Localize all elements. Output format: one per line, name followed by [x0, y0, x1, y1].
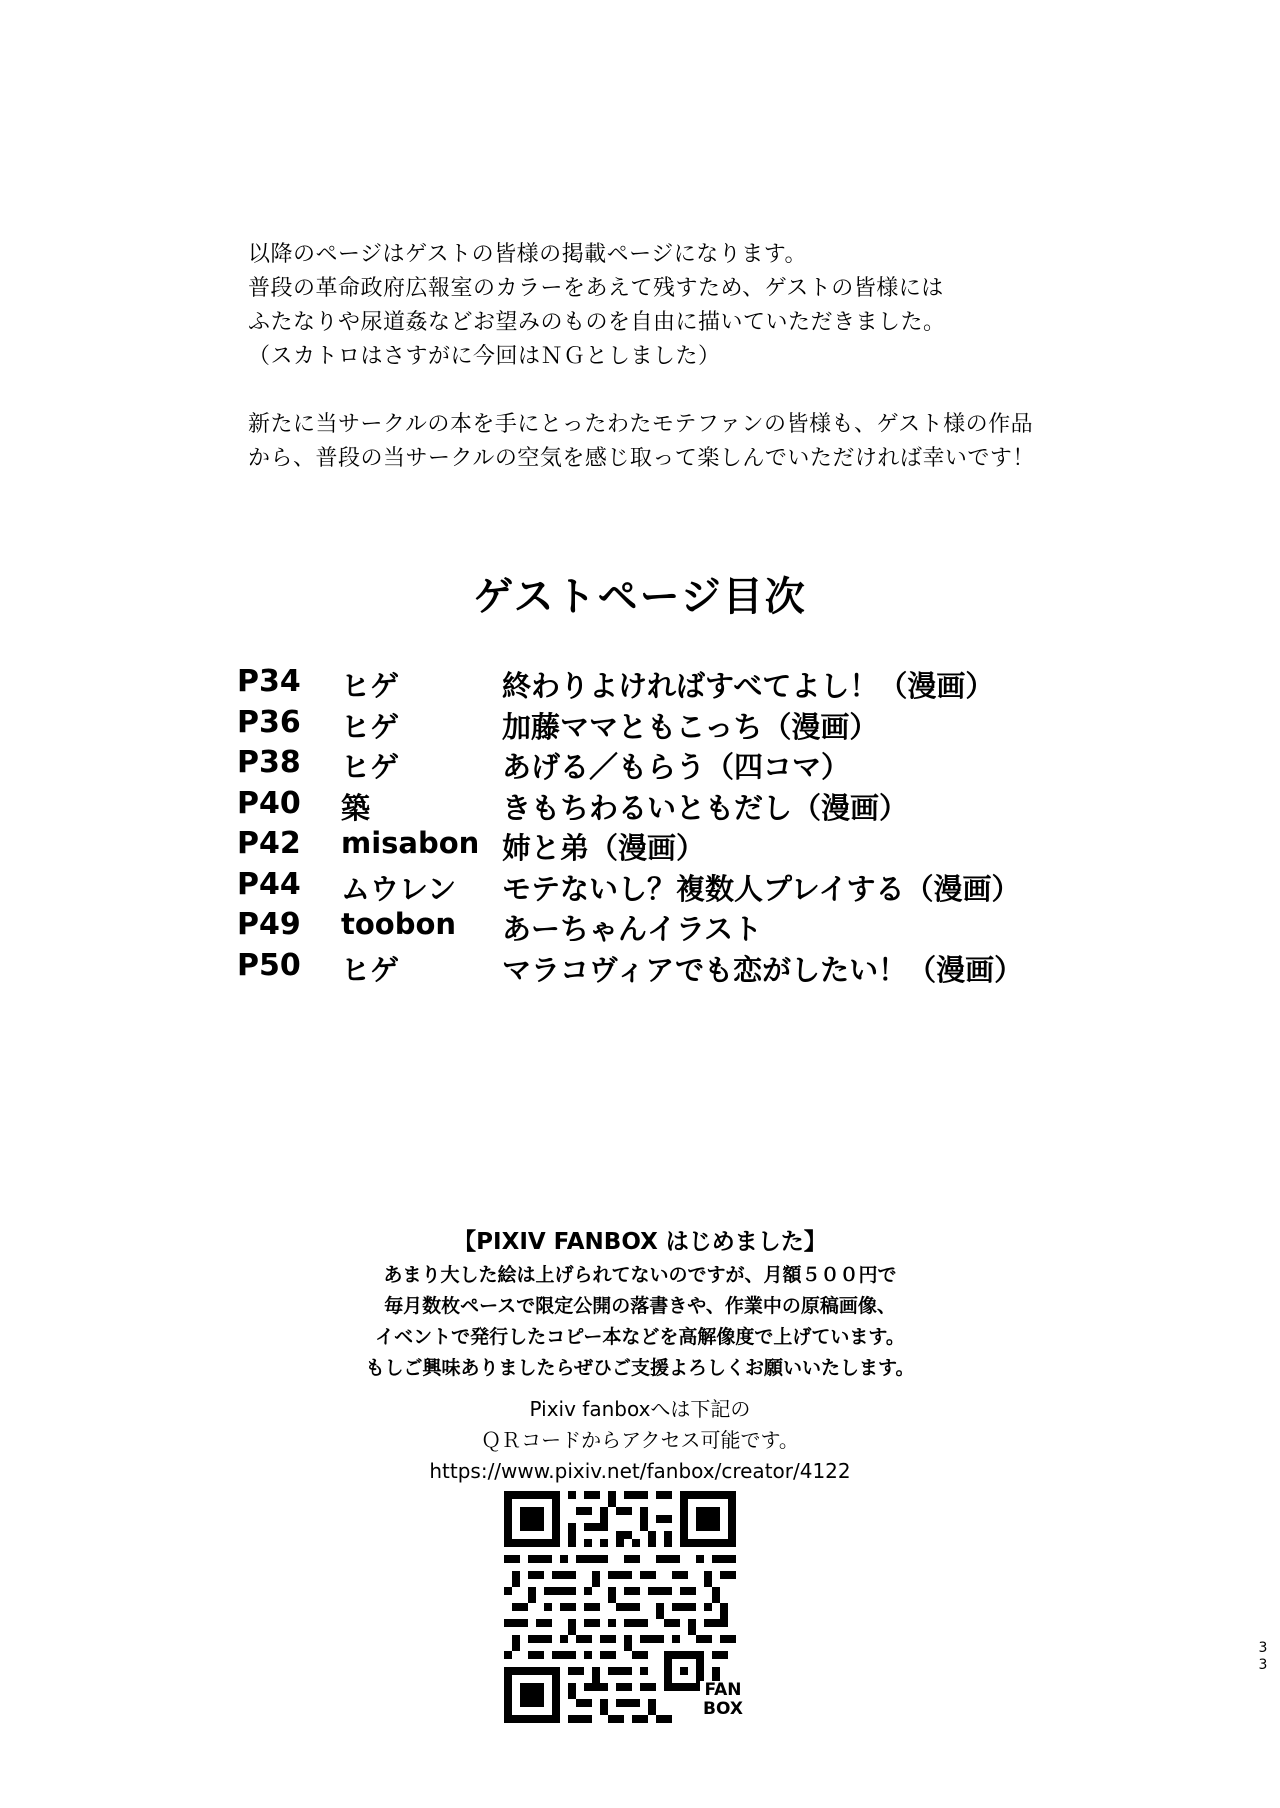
- toc-page-number: P42: [237, 826, 301, 861]
- toc-page-number: P36: [237, 704, 301, 740]
- fanbox-logo-line: FAN: [704, 1680, 742, 1700]
- toc-list: [237, 664, 1137, 988]
- fanbox-access-info: [0, 1394, 1280, 1487]
- toc-page-number: P44: [237, 866, 301, 902]
- intro-line: から、普段の当サークルの空気を感じ取って楽しんでいただければ幸いです！: [248, 446, 1035, 471]
- toc-work-title: 姉と弟（漫画）: [502, 831, 706, 865]
- toc-author: ヒゲ: [341, 709, 400, 744]
- toc-title: ゲストページ目次: [473, 574, 807, 620]
- toc-work-title: 終わりよければすべてよし！（漫画）: [502, 669, 995, 703]
- intro-line: 新たに当サークルの本を手にとったわたモテファンの皆様も、ゲスト様の作品: [248, 412, 1034, 437]
- fanbox-logo: [700, 1681, 746, 1719]
- fanbox-line: あまり大した絵は上げられてないのですが、月額５００円で: [383, 1264, 897, 1286]
- toc-entry: [237, 948, 1137, 989]
- toc-page-number: P40: [237, 785, 301, 821]
- toc-page-number: P50: [237, 947, 301, 983]
- fanbox-description: [0, 1260, 1280, 1384]
- fanbox-logo-line: BOX: [703, 1699, 743, 1719]
- fanbox-line: イベントで発行したコピー本などを高解像度で上げています。: [375, 1326, 905, 1348]
- toc-entry: [237, 786, 1137, 827]
- intro-line: ふたなりや尿道姦などお望みのものを自由に描いていただきました。: [248, 310, 946, 335]
- toc-author: ヒゲ: [341, 669, 400, 703]
- toc-page-number: P49: [237, 907, 301, 942]
- paragraph-gap: [248, 374, 1148, 408]
- access-line: ＱＲコードからアクセス可能です。: [481, 1428, 799, 1452]
- page-number-digit: 3: [1258, 1657, 1268, 1673]
- access-line: Pixiv fanboxへは下記の: [529, 1397, 751, 1421]
- toc-entry: [237, 745, 1137, 786]
- toc-page-number: P38: [237, 745, 301, 780]
- fanbox-line: もしご興味ありましたらぜひご支援よろしくお願いいたします。: [365, 1357, 915, 1379]
- intro-line: （スカトロはさすがに今回はＮＧとしました）: [248, 344, 721, 369]
- toc-author: misabon: [341, 826, 480, 860]
- toc-work-title: あげる／もらう（四コマ）: [502, 750, 851, 784]
- page-number-digit: 3: [1258, 1640, 1268, 1656]
- toc-entry: [237, 907, 1137, 948]
- toc-page-number: P34: [237, 664, 301, 699]
- toc-work-title: きもちわるいともだし（漫画）: [502, 790, 909, 825]
- toc-author: ヒゲ: [341, 952, 400, 987]
- toc-work-title: モテないし？複数人プレイする（漫画）: [502, 871, 1021, 906]
- toc-work-title: 加藤ママともこっち（漫画）: [502, 709, 879, 744]
- toc-author: toobon: [341, 907, 457, 941]
- toc-entry: [237, 867, 1137, 908]
- toc-author: ムウレン: [341, 871, 457, 906]
- toc-work-title: あーちゃんイラスト: [502, 912, 763, 946]
- toc-work-title: マラコヴィアでも恋がしたい！（漫画）: [502, 952, 1024, 987]
- fanbox-heading: 【PIXIV FANBOX はじめました】: [453, 1229, 827, 1255]
- toc-entry: [237, 664, 1137, 705]
- qr-finder-bottom-left: [504, 1667, 560, 1723]
- intro-line: 普段の革命政府広報室のカラーをあえて残すため、ゲストの皆様には: [248, 276, 944, 301]
- page-number: [1256, 1640, 1270, 1674]
- qr-finder-top-right: [680, 1491, 736, 1547]
- qr-finder-top-left: [504, 1491, 560, 1547]
- intro-text: [248, 238, 1148, 476]
- toc-author: ヒゲ: [341, 750, 400, 784]
- toc-author: 築: [341, 790, 371, 825]
- intro-line: 以降のページはゲストの皆様の掲載ページになります。: [248, 242, 807, 267]
- toc-entry: [237, 705, 1137, 746]
- fanbox-notice: [0, 1224, 1280, 1487]
- fanbox-url[interactable]: https://www.pixiv.net/fanbox/creator/4122: [429, 1459, 851, 1483]
- fanbox-line: 毎月数枚ペースで限定公開の落書きや、作業中の原稿画像、: [384, 1295, 896, 1317]
- toc-entry: [237, 826, 1137, 867]
